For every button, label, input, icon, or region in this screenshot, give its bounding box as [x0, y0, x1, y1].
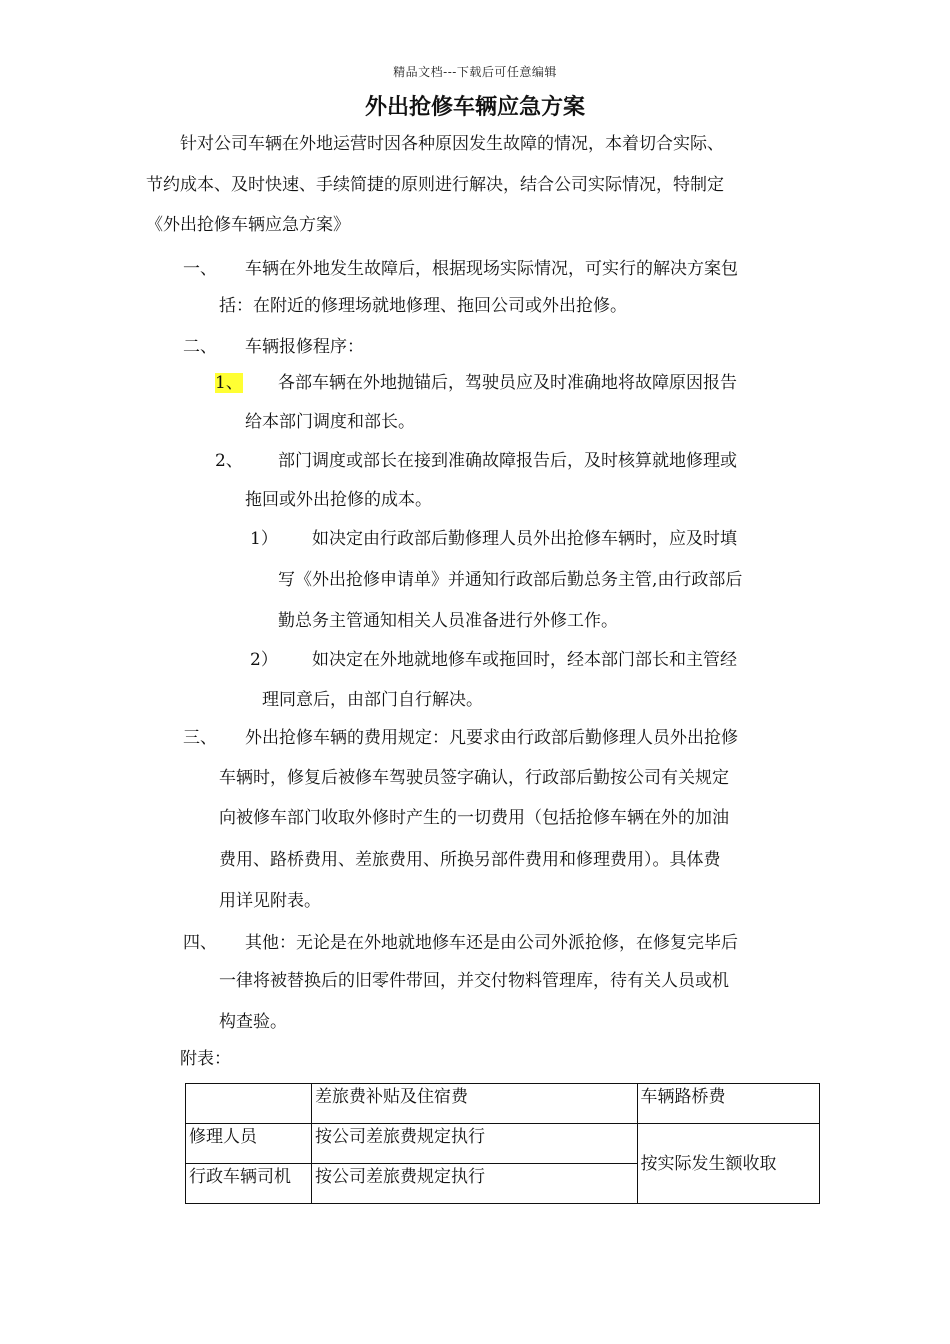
intro-line-1: 针对公司车辆在外地运营时因各种原因发生故障的情况，本着切合实际、 — [180, 134, 724, 154]
page-header: 精品文档---下载后可任意编辑 — [393, 65, 557, 79]
section-3-line-2: 车辆时，修复后被修车驾驶员签字确认，行政部后勤按公司有关规定 — [219, 768, 729, 788]
item-2-2-number: 2、 — [215, 451, 243, 471]
section-3-line-5: 用详见附表。 — [219, 891, 321, 911]
subitem-2-line-1: 如决定在外地就地修车或拖回时，经本部门部长和主管经 — [312, 650, 737, 670]
section-4-line-3: 构查验。 — [219, 1012, 287, 1032]
section-1-line-2: 括：在附近的修理场就地修理、拖回公司或外出抢修。 — [219, 296, 627, 316]
subitem-2-line-2: 理同意后，由部门自行解决。 — [262, 690, 483, 710]
table-cell-role: 修理人员 — [186, 1124, 312, 1164]
intro-line-3: 《外出抢修车辆应急方案》 — [146, 215, 350, 235]
table-header-cell-empty — [186, 1084, 312, 1124]
subitem-1-line-2: 写《外出抢修申请单》并通知行政部后勤总务主管,由行政部后 — [278, 570, 743, 590]
item-2-1-line-2: 给本部门调度和部长。 — [245, 412, 415, 432]
section-3-number: 三、 — [183, 728, 217, 748]
section-3-line-3: 向被修车部门收取外修时产生的一切费用（包括抢修车辆在外的加油 — [219, 808, 729, 828]
table-row — [186, 1124, 820, 1164]
table-cell-role: 行政车辆司机 — [186, 1164, 312, 1204]
section-4-line-1: 其他：无论是在外地就地修车还是由公司外派抢修，在修复完毕后 — [245, 933, 738, 953]
section-3-line-4: 费用、路桥费用、差旅费用、所换另部件费用和修理费用）。具体费 — [219, 850, 721, 870]
section-2-line-1: 车辆报修程序： — [245, 337, 364, 357]
highlight-marker: 1、 — [215, 373, 243, 393]
section-3-line-1: 外出抢修车辆的费用规定：凡要求由行政部后勤修理人员外出抢修 — [245, 728, 738, 748]
section-4-number: 四、 — [183, 933, 217, 953]
section-4-line-2: 一律将被替换后的旧零件带回，并交付物料管理库，待有关人员或机 — [219, 971, 729, 991]
table-header-row — [186, 1084, 820, 1124]
item-2-1-line-1: 各部车辆在外地抛锚后，驾驶员应及时准确地将故障原因报告 — [278, 373, 737, 393]
intro-line-2: 节约成本、及时快速、手续简捷的原则进行解决，结合公司实际情况，特制定 — [146, 175, 724, 195]
item-2-1-number — [215, 364, 243, 402]
item-2-2-line-1: 部门调度或部长在接到准确故障报告后，及时核算就地修理或 — [278, 451, 737, 471]
subitem-1-number: 1） — [250, 529, 278, 549]
table-cell-bridge-merged: 按实际发生额收取 — [637, 1124, 819, 1204]
appendix-label: 附表： — [180, 1049, 231, 1069]
subitem-1-line-1: 如决定由行政部后勤修理人员外出抢修车辆时，应及时填 — [312, 529, 737, 549]
item-2-2-line-2: 拖回或外出抢修的成本。 — [245, 490, 432, 510]
section-1-line-1: 车辆在外地发生故障后，根据现场实际情况，可实行的解决方案包 — [245, 259, 738, 279]
section-2-number: 二、 — [183, 337, 217, 357]
table-cell-travel: 按公司差旅费规定执行 — [311, 1124, 637, 1164]
document-title: 外出抢修车辆应急方案 — [364, 95, 585, 120]
subitem-2-number: 2） — [250, 650, 278, 670]
section-1-number: 一、 — [183, 259, 217, 279]
table-cell-travel: 按公司差旅费规定执行 — [311, 1164, 637, 1204]
fee-table — [185, 1083, 820, 1204]
table-header-cell-travel: 差旅费补贴及住宿费 — [311, 1084, 637, 1124]
table-header-cell-bridge: 车辆路桥费 — [637, 1084, 819, 1124]
subitem-1-line-3: 勤总务主管通知相关人员准备进行外修工作。 — [278, 611, 618, 631]
